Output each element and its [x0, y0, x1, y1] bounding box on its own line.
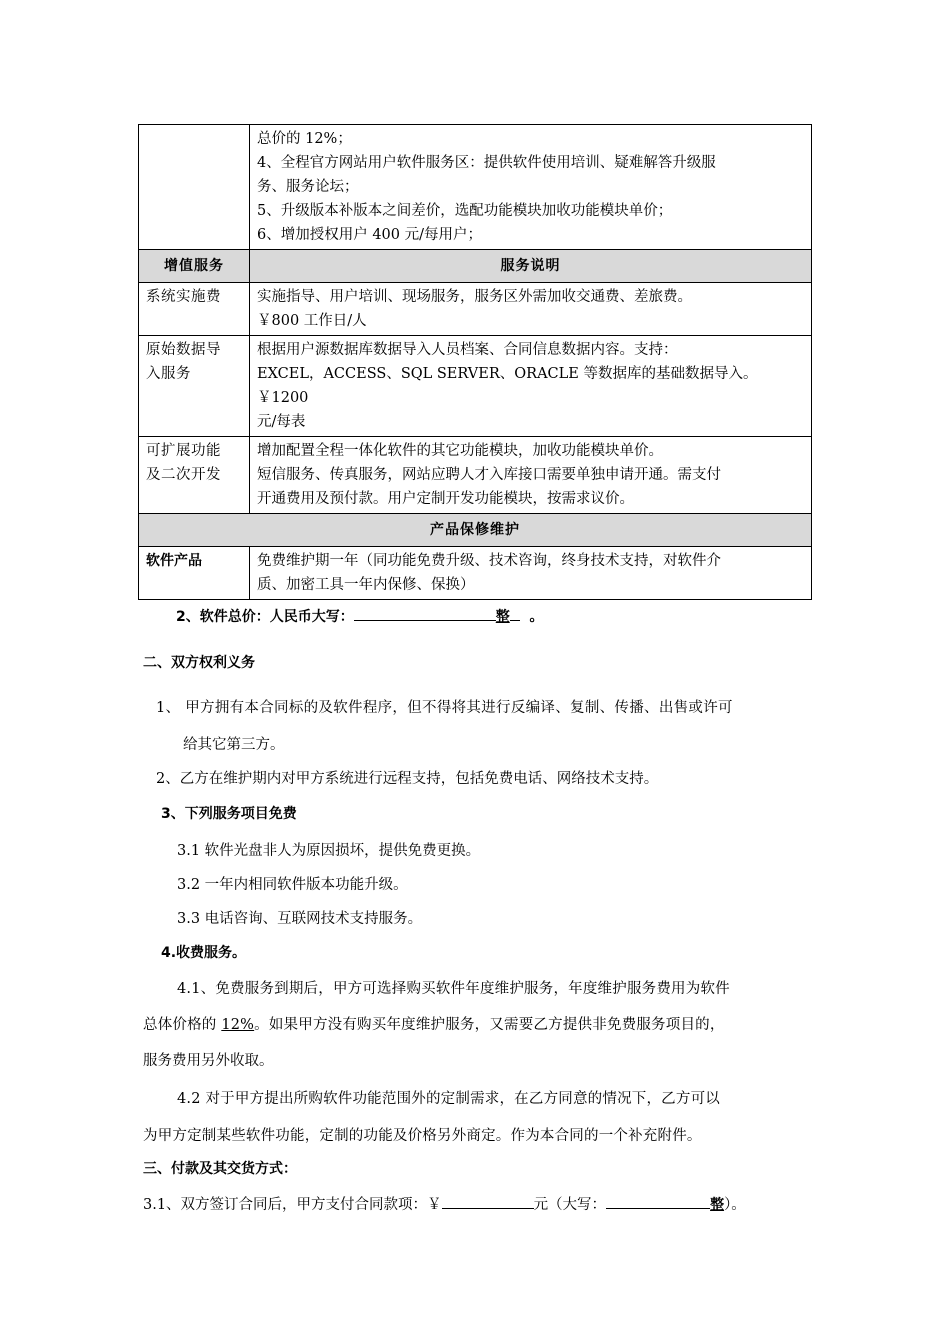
item-4-1-line: 服务费用另外收取。 — [143, 1053, 274, 1069]
product-desc: 免费维护期一年（同功能免费升级、技术咨询，终身技术支持，对软件介 — [257, 553, 721, 569]
item-3-1: 3.1 软件光盘非人为原因损坏，提供免费更换。 — [177, 843, 481, 859]
total-suffix: 整 — [495, 609, 510, 625]
row-desc: 开通费用及预付款。用户定制开发功能模块，按需求议价。 — [257, 491, 634, 507]
row-desc-cell — [250, 283, 812, 336]
item-4-1-line: 4.1、免费服务到期后，甲方可选择购买软件年度维护服务，年度维护服务费用为软件 — [177, 981, 730, 997]
payment-zheng: 整 — [710, 1197, 725, 1213]
item-4-1-line — [143, 1013, 725, 1034]
payment-pre: 3.1、双方签订合同后，甲方支付合同款项：￥ — [143, 1197, 442, 1213]
intro-line: 务、服务论坛； — [257, 179, 359, 195]
intro-line: 5、升级版本补版本之间差价，选配功能模块加收功能模块单价； — [257, 203, 673, 219]
table-row — [139, 283, 812, 336]
row-name: 及二次开发 — [146, 467, 221, 483]
table-row — [139, 547, 812, 600]
table-header-row — [139, 250, 812, 283]
item-2-line: 2、乙方在维护期内对甲方系统进行远程支持，包括免费电话、网络技术支持。 — [156, 771, 659, 787]
header-warranty: 产品保修维护 — [139, 514, 812, 547]
item-4-2-line: 4.2 对于甲方提出所购软件功能范围外的定制需求，在乙方同意的情况下，乙方可以 — [177, 1091, 720, 1107]
table-row — [139, 437, 812, 514]
row-name: 可扩展功能 — [146, 443, 221, 459]
amount-words-blank — [606, 1192, 710, 1209]
service-table — [138, 124, 812, 600]
table-row — [139, 336, 812, 437]
row-name: 原始数据导 — [146, 342, 221, 358]
row-name-cell — [139, 283, 250, 336]
intro-cell — [250, 125, 812, 250]
product-name: 软件产品 — [139, 547, 250, 600]
item-1-line: 1、 甲方拥有本合同标的及软件程序，但不得将其进行反编译、复制、传播、出售或许可 — [156, 700, 733, 716]
header-value-added: 增值服务 — [139, 250, 250, 283]
item-4-title: 4.收费服务。 — [161, 945, 247, 961]
intro-line: 6、增加授权用户 400 元/每用户； — [257, 227, 483, 243]
payment-line — [143, 1192, 746, 1214]
row-name-cell — [139, 336, 250, 437]
row-desc: 增加配置全程一体化软件的其它功能模块，加收功能模块单价。 — [257, 443, 663, 459]
total-label: 2、软件总价：人民币大写： — [176, 609, 354, 625]
row-name: 系统实施费 — [146, 289, 221, 305]
total-blank — [354, 604, 496, 621]
table-header-row — [139, 514, 812, 547]
intro-line: 总价的 12%； — [257, 131, 352, 147]
header-service-desc: 服务说明 — [250, 250, 812, 283]
total-price-line — [176, 604, 544, 626]
row-desc-cell — [250, 336, 812, 437]
row-desc: 实施指导、用户培训、现场服务，服务区外需加收交通费、差旅费。 — [257, 289, 692, 305]
row-desc-cell — [250, 437, 812, 514]
item-4-1-percent: 12% — [221, 1017, 255, 1033]
row-name-cell — [139, 437, 250, 514]
row-desc: 短信服务、传真服务，网站应聘人才入库接口需要单独申请开通。需支付 — [257, 467, 721, 483]
row-desc: EXCEL，ACCESS、SQL SERVER、ORACLE 等数据库的基础数据导入。￥1200 — [257, 366, 758, 406]
row-desc: ￥800 工作日/人 — [257, 313, 367, 329]
total-end: 。 — [529, 609, 544, 625]
item-3-3: 3.3 电话咨询、互联网技术支持服务。 — [177, 911, 423, 927]
item-4-1-pre: 总体价格的 — [143, 1017, 222, 1033]
product-desc: 质、加密工具一年内保修、保换） — [257, 577, 475, 593]
item-4-2-line: 为甲方定制某些软件功能，定制的功能及价格另外商定。作为本合同的一个补充附件。 — [143, 1128, 702, 1144]
product-desc-cell — [250, 547, 812, 600]
total-blank-tail — [510, 604, 520, 621]
item-3-2: 3.2 一年内相同软件版本功能升级。 — [177, 877, 408, 893]
item-4-1-post: 。如果甲方没有购买年度维护服务，又需要乙方提供非免费服务项目的， — [254, 1017, 725, 1033]
row-name: 入服务 — [146, 366, 191, 382]
row-desc: 元/每表 — [257, 414, 306, 430]
item-3-title: 3、下列服务项目免费 — [161, 806, 297, 822]
item-1-line: 给其它第三方。 — [183, 737, 285, 753]
intro-line: 4、全程官方网站用户软件服务区：提供软件使用培训、疑难解答升级服 — [257, 155, 716, 171]
payment-end: ）。 — [724, 1197, 746, 1213]
amount-blank — [442, 1192, 534, 1209]
payment-mid: 元（大写： — [533, 1197, 607, 1213]
section-3-title: 三、付款及其交货方式： — [143, 1161, 297, 1177]
empty-cell — [139, 125, 250, 250]
table-row — [139, 125, 812, 250]
section-2-title: 二、双方权利义务 — [143, 655, 255, 671]
row-desc: 根据用户源数据库数据导入人员档案、合同信息数据内容。支持： — [257, 342, 678, 358]
